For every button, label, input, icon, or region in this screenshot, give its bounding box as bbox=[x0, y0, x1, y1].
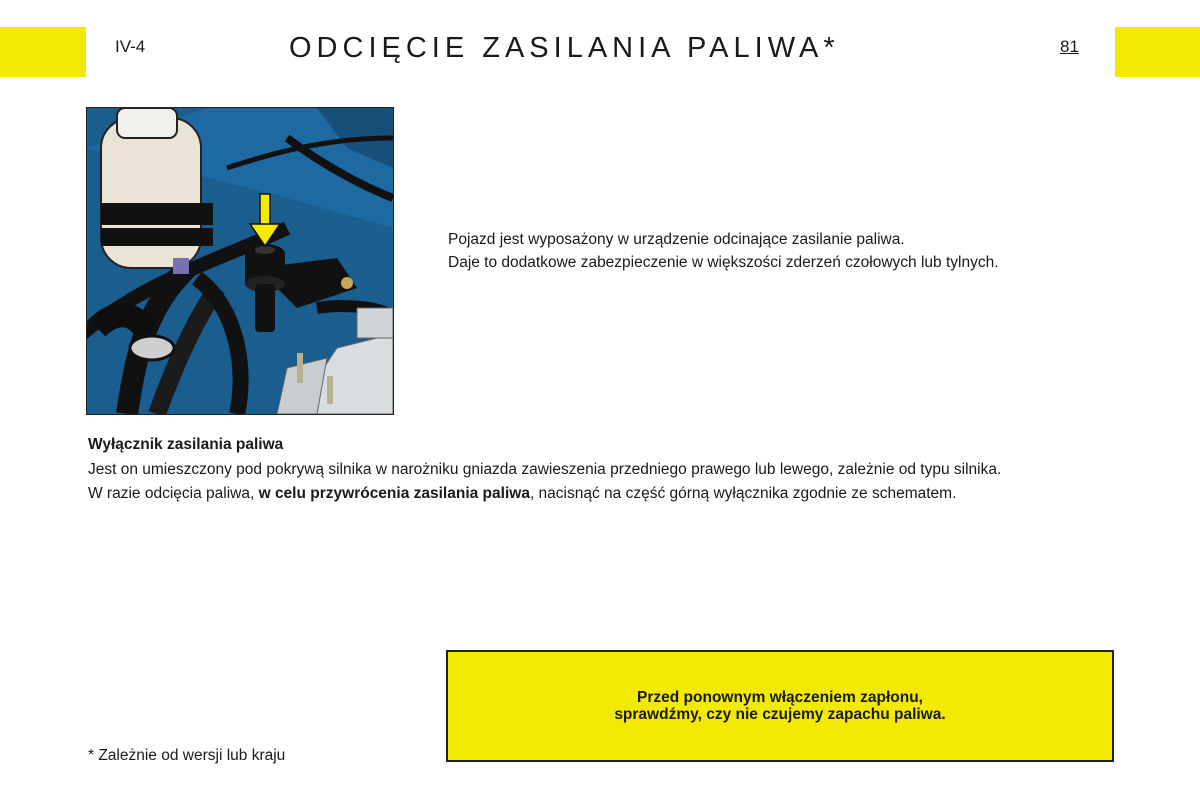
section-label: IV-4 bbox=[115, 37, 146, 56]
switch-heading: Wyłącznik zasilania paliwa bbox=[88, 436, 284, 453]
switch-paragraph-2-start: W razie odcięcia paliwa, bbox=[88, 485, 259, 502]
left-page-tab bbox=[0, 27, 86, 77]
switch-paragraph-1: Jest on umieszczony pod pokrywą silnika w narożniku gniazda zawieszenia przedniego prawego lub lewego, zależnie od typu silnika. bbox=[88, 461, 1002, 478]
fuel-cutoff-switch-illustration bbox=[86, 107, 394, 415]
switch-paragraph-2 bbox=[88, 485, 1112, 502]
warning-box bbox=[446, 650, 1114, 762]
warning-line-2: sprawdźmy, czy nie czujemy zapachu paliwa. bbox=[614, 706, 946, 723]
switch-paragraph-2-end: , nacisnąć na część górną wyłącznika zgodnie ze schematem. bbox=[529, 485, 957, 502]
page-title: ODCIĘCIE ZASILANIA PALIWA* bbox=[289, 32, 840, 64]
switch-section bbox=[88, 436, 1112, 509]
intro-paragraph-2: Daje to dodatkowe zabezpieczenie w większości zderzeń czołowych lub tylnych. bbox=[448, 254, 999, 271]
warning-line-1: Przed ponownym włączeniem zapłonu, bbox=[637, 689, 923, 706]
page-number: 81 bbox=[1060, 37, 1079, 56]
footnote: * Zależnie od wersji lub kraju bbox=[88, 747, 286, 764]
switch-paragraph-2-bold: w celu przywrócenia zasilania paliwa bbox=[258, 485, 530, 502]
intro-text bbox=[448, 231, 1112, 277]
right-page-tab bbox=[1115, 27, 1200, 77]
intro-paragraph-1: Pojazd jest wyposażony w urządzenie odcinające zasilanie paliwa. bbox=[448, 231, 905, 248]
